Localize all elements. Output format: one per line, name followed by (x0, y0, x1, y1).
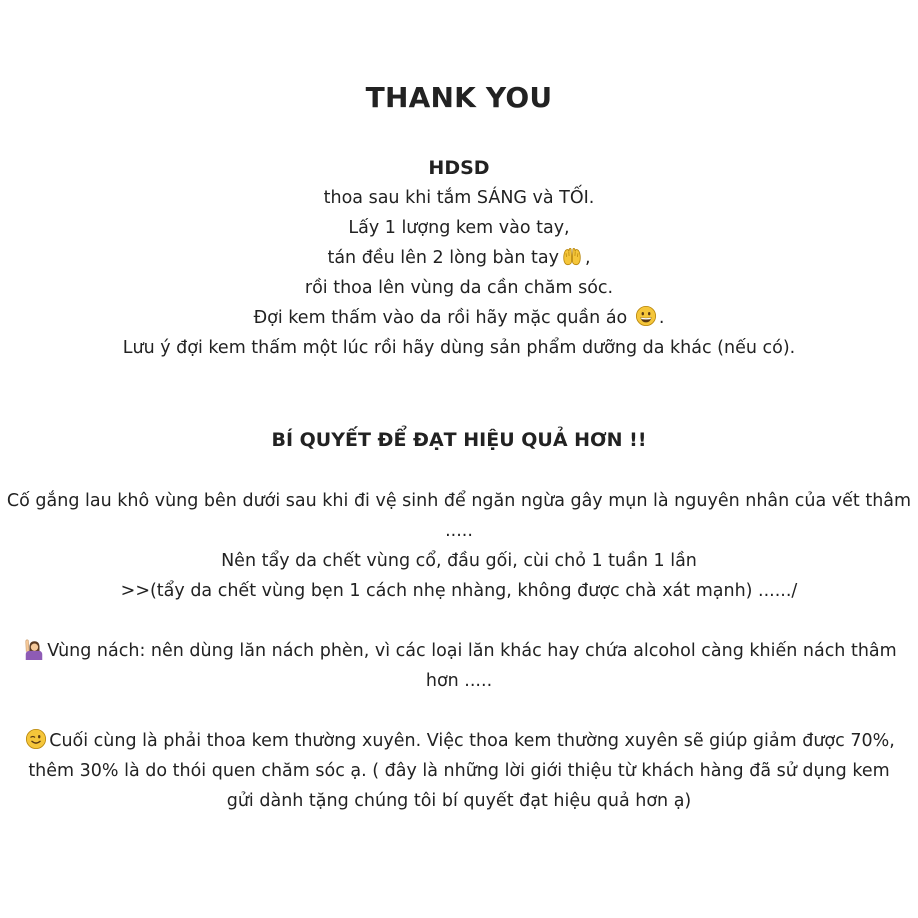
hdsd-line-5 (0, 303, 918, 333)
hdsd-line-4: rồi thoa lên vùng da cần chăm sóc. (304, 278, 614, 298)
hdsd-line-5-text: Đợi kem thấm vào da rồi hãy mặc quần áo (253, 308, 633, 328)
tips-p1-line-4: >>(tẩy da chết vùng bẹn 1 cách nhẹ nhàng, không được chà xát mạnh) ....../ (120, 581, 798, 601)
tips-p2-text: Vùng nách: nên dùng lăn nách phèn, vì các loại lăn khác hay chứa alcohol càng khiến nách thâm hơn ..... (47, 641, 897, 691)
tips-paragraph-1 (0, 486, 918, 606)
hdsd-line-6: Lưu ý đợi kem thấm một lúc rồi hãy dùng sản phẩm dưỡng da khác (nếu có). (122, 338, 796, 358)
tips-paragraph-2 (20, 636, 898, 696)
winking-face-icon (25, 728, 47, 750)
tips-p3-text: Cuối cùng là phải thoa kem thường xuyên. Việc thoa kem thường xuyên sẽ giúp giảm được 70%, thêm 30% là do thói quen chăm sóc ạ. ( đây là những lời giới thiệu từ khách hàng đã sử dụng kem gửi dành tặng chúng tôi bí quyết đạt hiệu quả hơn ạ) (28, 731, 895, 811)
open-hands-icon (561, 245, 583, 267)
woman-raising-hand-icon (23, 638, 45, 660)
tips-heading: BÍ QUYẾT ĐỂ ĐẠT HIỆU QUẢ HƠN !! (271, 429, 647, 451)
grinning-face-icon (635, 305, 657, 327)
page-title: THANK YOU (365, 81, 553, 114)
tips-p1-line-2: ..... (445, 521, 473, 541)
tips-p1-line-1: Cố gắng lau khô vùng bên dưới sau khi đi vệ sinh để ngăn ngừa gây mụn là nguyên nhân của vết thâm (6, 491, 912, 511)
hdsd-line-3 (0, 243, 918, 273)
hdsd-line-2: Lấy 1 lượng kem vào tay, (348, 218, 570, 238)
hdsd-instructions (0, 183, 918, 363)
hdsd-line-3-comma: , (584, 248, 591, 268)
hdsd-line-5-period: . (658, 308, 665, 328)
hdsd-heading: HDSD (428, 157, 490, 179)
hdsd-line-1: thoa sau khi tắm SÁNG và TỐI. (323, 188, 595, 208)
hdsd-line-3-text: tán đều lên 2 lòng bàn tay (327, 248, 559, 268)
tips-paragraph-3 (20, 726, 898, 816)
tips-p1-line-3: Nên tẩy da chết vùng cổ, đầu gối, cùi chỏ 1 tuần 1 lần (221, 551, 697, 571)
